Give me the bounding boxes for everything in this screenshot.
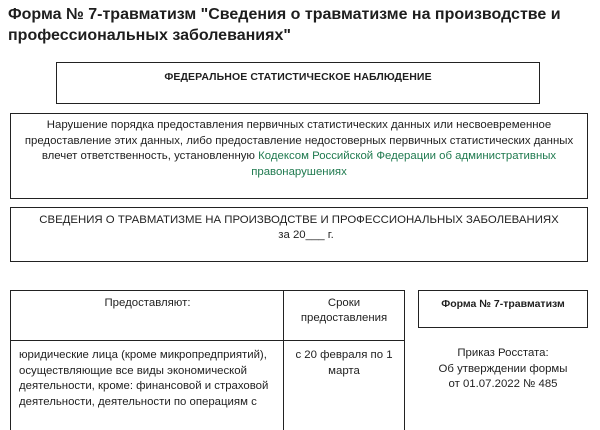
table-header-divider [11, 340, 404, 341]
violation-notice-box [10, 113, 588, 199]
report-year: за 20___ г. [278, 229, 334, 241]
federal-observation-box [56, 62, 540, 104]
form-number-label: Форма № 7-травматизм [441, 298, 565, 310]
cell-terms: с 20 февраля по 1 марта [295, 349, 393, 377]
order-line-1: Приказ Росстата: [457, 347, 549, 359]
order-line-2: Об утверждении формы [438, 362, 568, 375]
violation-notice-text: Нарушение порядка предоставления первичных статистических данных или несвоевременное предоставление этих данных, либо предоставление недостоверных первичных статистических данных влечет ответственность, установленную [24, 119, 574, 162]
federal-observation-label: ФЕДЕРАЛЬНОЕ СТАТИСТИЧЕСКОЕ НАБЛЮДЕНИЕ [164, 71, 432, 83]
order-line-3: от 01.07.2022 № 485 [448, 378, 558, 390]
form-number-box [418, 290, 588, 328]
page-title: Форма № 7-травматизм "Сведения о травматизме на производстве и профессиональных заболеваниях" [8, 6, 561, 44]
report-title-box [10, 207, 588, 262]
administrative-code-link[interactable]: Кодексом Российской Федерации об административных правонарушениях [251, 150, 557, 178]
rosstat-order [418, 346, 588, 393]
submission-table [10, 290, 405, 430]
header-provide: Предоставляют: [104, 297, 191, 309]
report-title: СВЕДЕНИЯ О ТРАВМАТИЗМЕ НА ПРОИЗВОДСТВЕ И ПРОФЕССИОНАЛЬНЫХ ЗАБОЛЕВАНИЯХ [39, 214, 559, 226]
cell-provide: юридические лица (кроме микропредприятий), осуществляющие все виды экономической деятельности, кроме: финансовой и страховой деятельности, деятельности по операциям с [19, 349, 269, 408]
header-terms: Сроки предоставления [300, 297, 388, 324]
